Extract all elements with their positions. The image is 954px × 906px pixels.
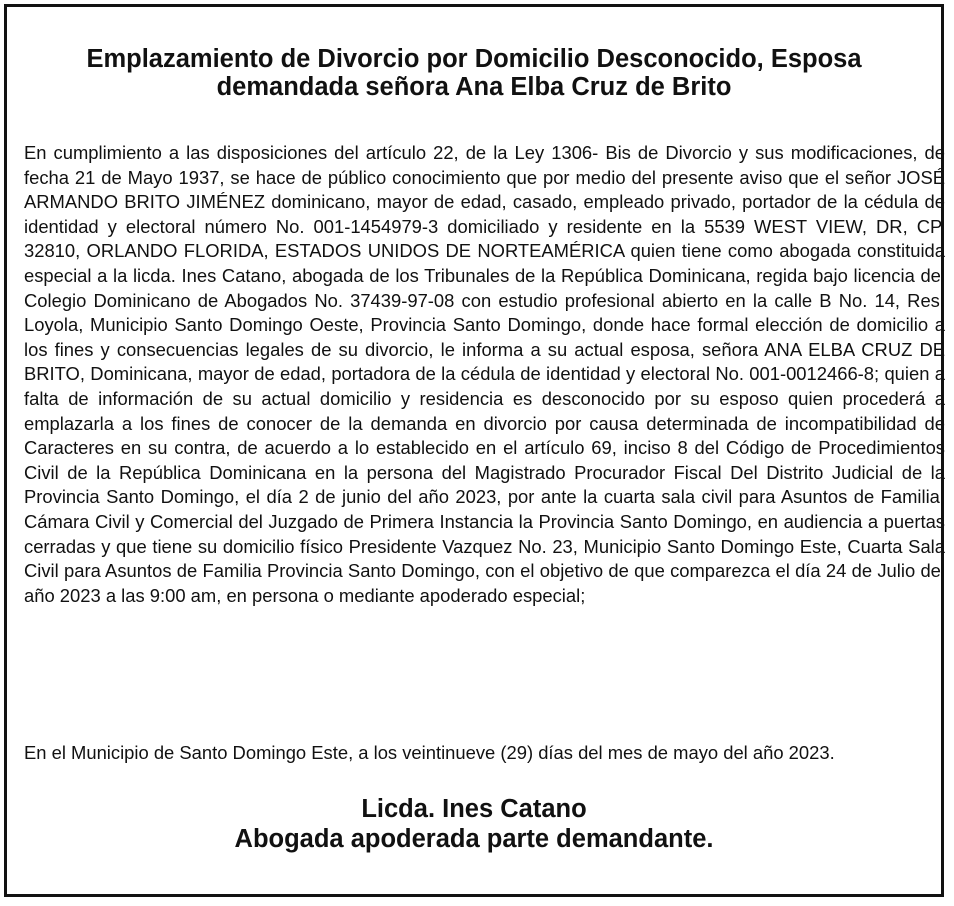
notice-closing: En el Municipio de Santo Domingo Este, a los veintinueve (29) días del mes de mayo del año 2023. xyxy=(24,742,835,763)
notice-title: Emplazamiento de Divorcio por Domicilio Desconocido, Esposa demandada señora Ana Elba Cruz de Brito xyxy=(86,45,862,101)
signature-block xyxy=(17,794,931,854)
signature-name: Licda. Ines Catano xyxy=(361,795,587,823)
signature-role: Abogada apoderada parte demandante. xyxy=(234,825,714,853)
notice-body: En cumplimiento a las disposiciones del artículo 22, de la Ley 1306- Bis de Divorcio y sus modificaciones, de fecha 21 de Mayo 1937, se hace de público conocimiento que por medio del presente aviso que el señor JOSÉ ARMANDO BRITO JIMÉNEZ dominicano, mayor de edad, casado, empleado privado, portador de la cédula de identidad y electoral número No. 001-1454979-3 domiciliado y residente en la 5539 WEST VIEW, DR, CP, 32810, ORLANDO FLORIDA, ESTADOS UNIDOS DE NORTEAMÉRICA quien tiene como abogada constituida especial a la licda. Ines Catano, abogada de los Tribunales de la República Dominicana, regida bajo licencia del Colegio Dominicano de Abogados No. 37439-97-08 con estudio profesional abierto en la calle B No. 14, Res. Loyola, Municipio Santo Domingo Oeste, Provincia Santo Domingo, donde hace formal elección de domicilio a los fines y consecuencias legales de su divorcio, le informa a su actual esposa, señora ANA ELBA CRUZ DE BRITO, Dominicana, mayor de edad, portadora de la cédula de identidad y electoral No. 001-0012466-8; quien a falta de información de su actual domicilio y residencia es desconocido por su esposo quien procederá a emplazarla a los fines de conocer de la demanda en divorcio por causa determinada de incompatibilidad de Caracteres en su contra, de acuerdo a lo establecido en el artículo 69, inciso 8 del Código de Procedimientos Civil de la República Dominicana en la persona del Magistrado Procurador Fiscal Del Distrito Judicial de la Provincia Santo Domingo, el día 2 de junio del año 2023, por ante la cuarta sala civil para Asuntos de Familia, Cámara Civil y Comercial del Juzgado de Primera Instancia la Provincia Santo Domingo, en audiencia a puertas cerradas y que tiene su domicilio físico Presidente Vazquez No. 23, Municipio Santo Domingo Este, Cuarta Sala Civil para Asuntos de Familia Provincia Santo Domingo, con el objetivo de que comparezca el día 24 de Julio del año 2023 a las 9:00 am, en persona o mediante apoderado especial; xyxy=(24,142,945,606)
notice-frame xyxy=(4,4,944,897)
